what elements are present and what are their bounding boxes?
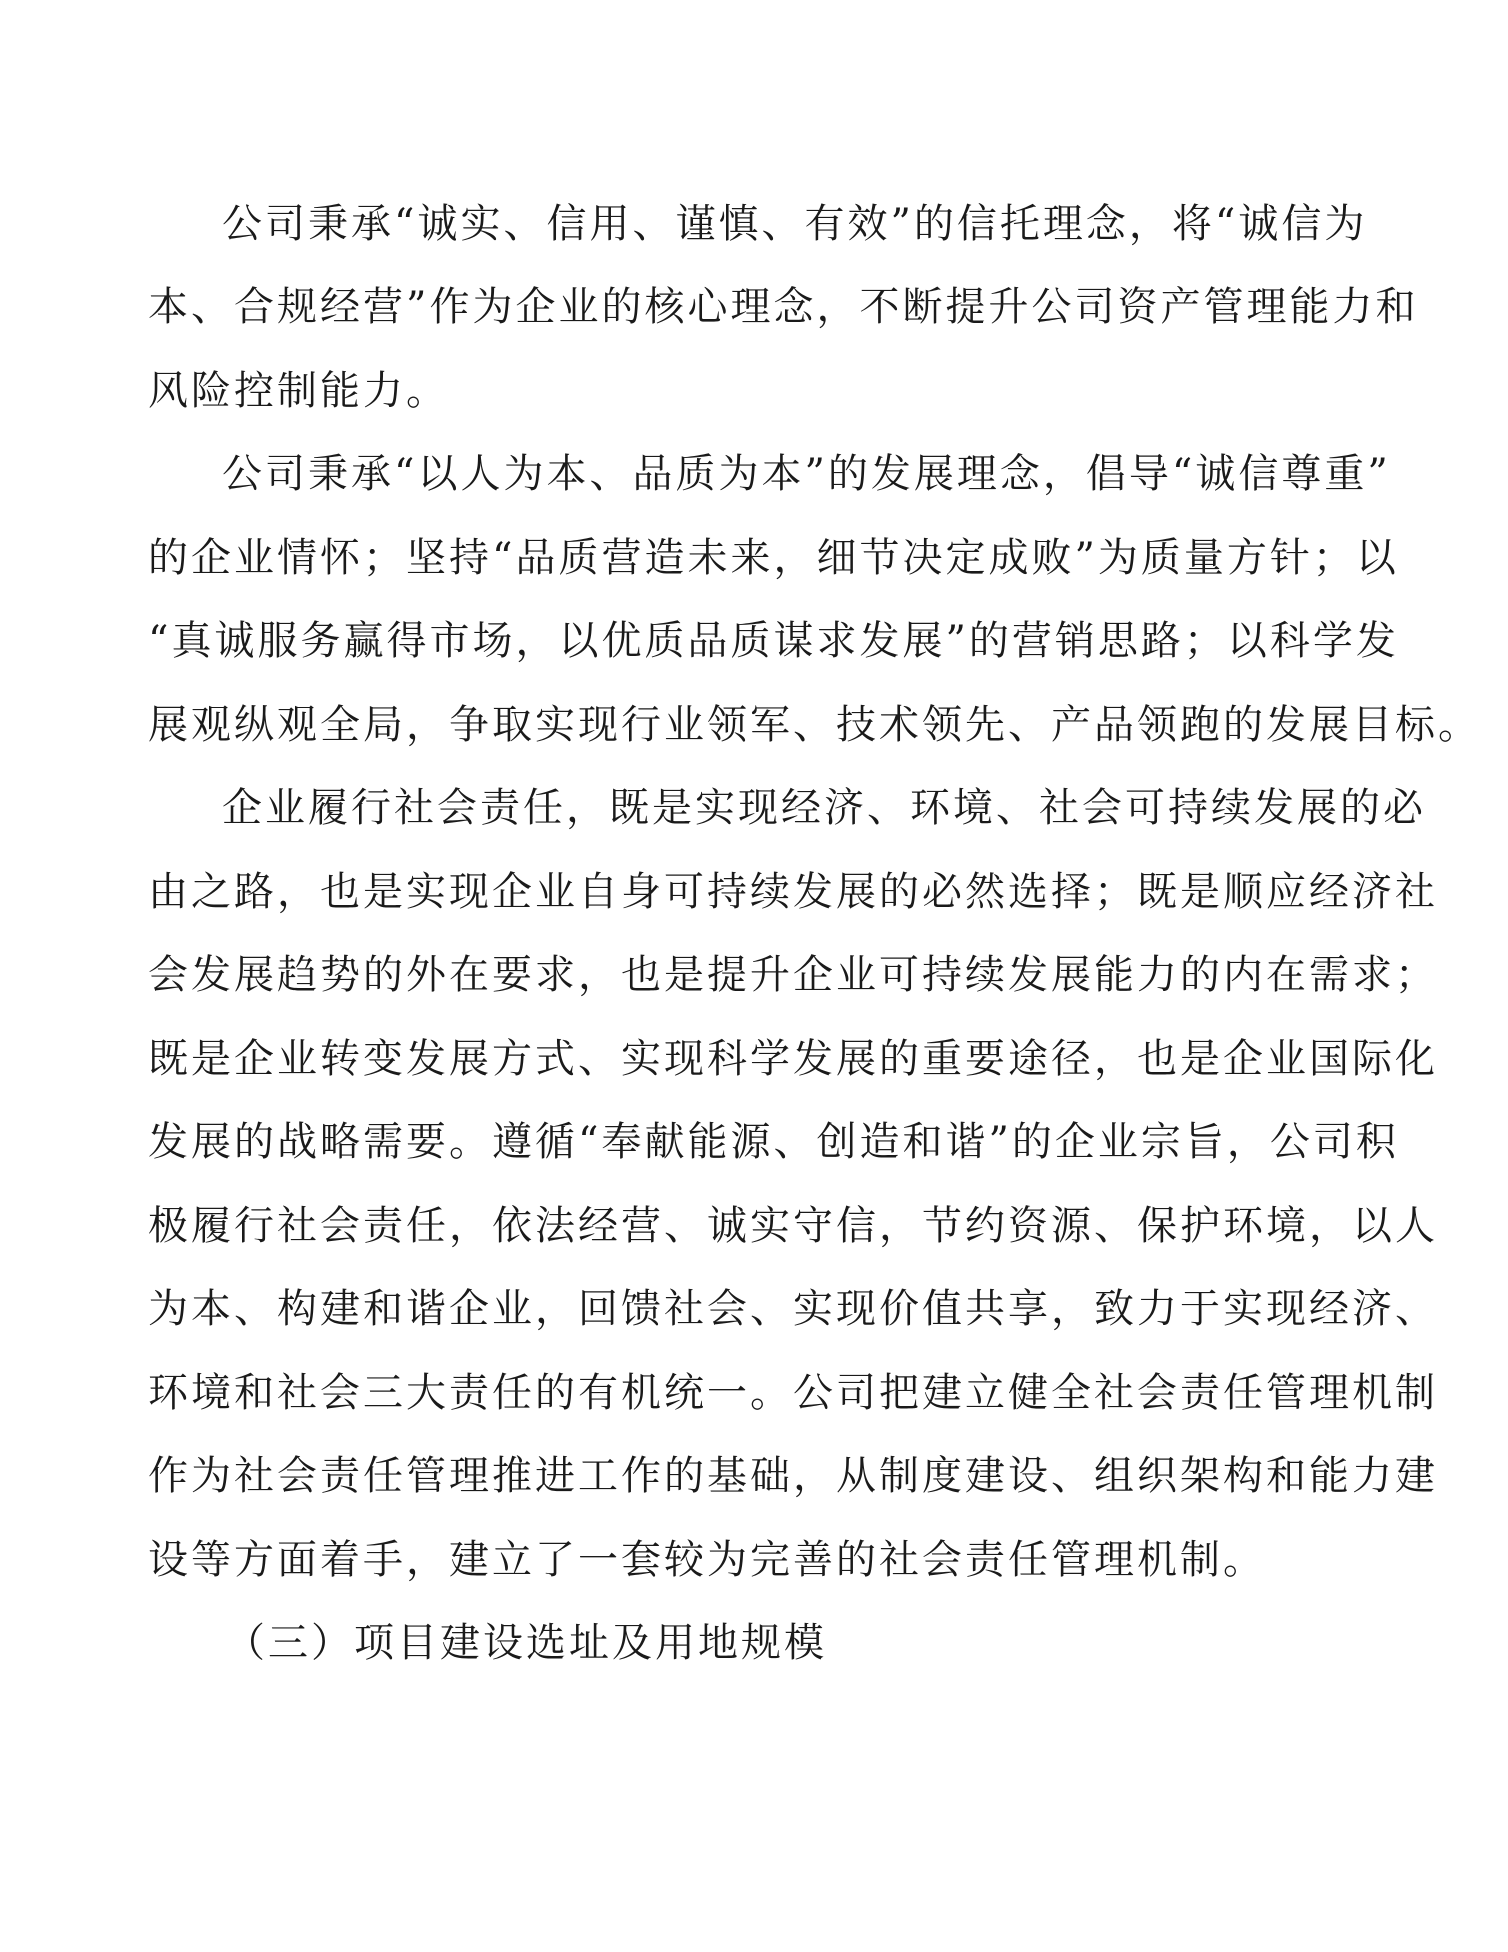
paragraph-1-line-3: 风险控制能力。	[148, 368, 449, 414]
paragraph-3-line-7: 为本、构建和谐企业，回馈社会、实现价值共享，致力于实现经济、	[148, 1286, 1438, 1332]
paragraph-1-line-2: 本、合规经营”作为企业的核心理念，不断提升公司资产管理能力和	[148, 284, 1419, 330]
paragraph-3-line-6: 极履行社会责任，依法经营、诚实守信，节约资源、保护环境，以人	[148, 1203, 1438, 1249]
paragraph-3-line-9: 作为社会责任管理推进工作的基础，从制度建设、组织架构和能力建	[148, 1453, 1438, 1499]
section-heading: （三）项目建设选址及用地规模	[225, 1620, 827, 1666]
paragraph-2-line-1: 公司秉承“以人为本、品质为本”的发展理念，倡导“诚信尊重”	[222, 451, 1391, 497]
paragraph-3-line-1: 企业履行社会责任，既是实现经济、环境、社会可持续发展的必	[222, 785, 1426, 831]
paragraph-2-line-4: 展观纵观全局，争取实现行业领军、技术领先、产品领跑的发展目标。	[148, 702, 1481, 748]
paragraph-2-line-2: 的企业情怀；坚持“品质营造未来，细节决定成败”为质量方针；以	[148, 535, 1399, 581]
paragraph-3-line-8: 环境和社会三大责任的有机统一。公司把建立健全社会责任管理机制	[148, 1370, 1438, 1416]
paragraph-2-line-3: “真诚服务赢得市场，以优质品质谋求发展”的营销思路；以科学发	[148, 618, 1399, 664]
paragraph-3-line-2: 由之路，也是实现企业自身可持续发展的必然选择；既是顺应经济社	[148, 869, 1438, 915]
paragraph-3-line-5: 发展的战略需要。遵循“奉献能源、创造和谐”的企业宗旨，公司积	[148, 1119, 1399, 1165]
paragraph-1-line-1: 公司秉承“诚实、信用、谨慎、有效”的信托理念，将“诚信为	[222, 201, 1368, 247]
paragraph-3-line-4: 既是企业转变发展方式、实现科学发展的重要途径，也是企业国际化	[148, 1036, 1438, 1082]
paragraph-3-line-3: 会发展趋势的外在要求，也是提升企业可持续发展能力的内在需求；	[148, 952, 1438, 998]
paragraph-3-line-10: 设等方面着手，建立了一套较为完善的社会责任管理机制。	[148, 1537, 1266, 1583]
